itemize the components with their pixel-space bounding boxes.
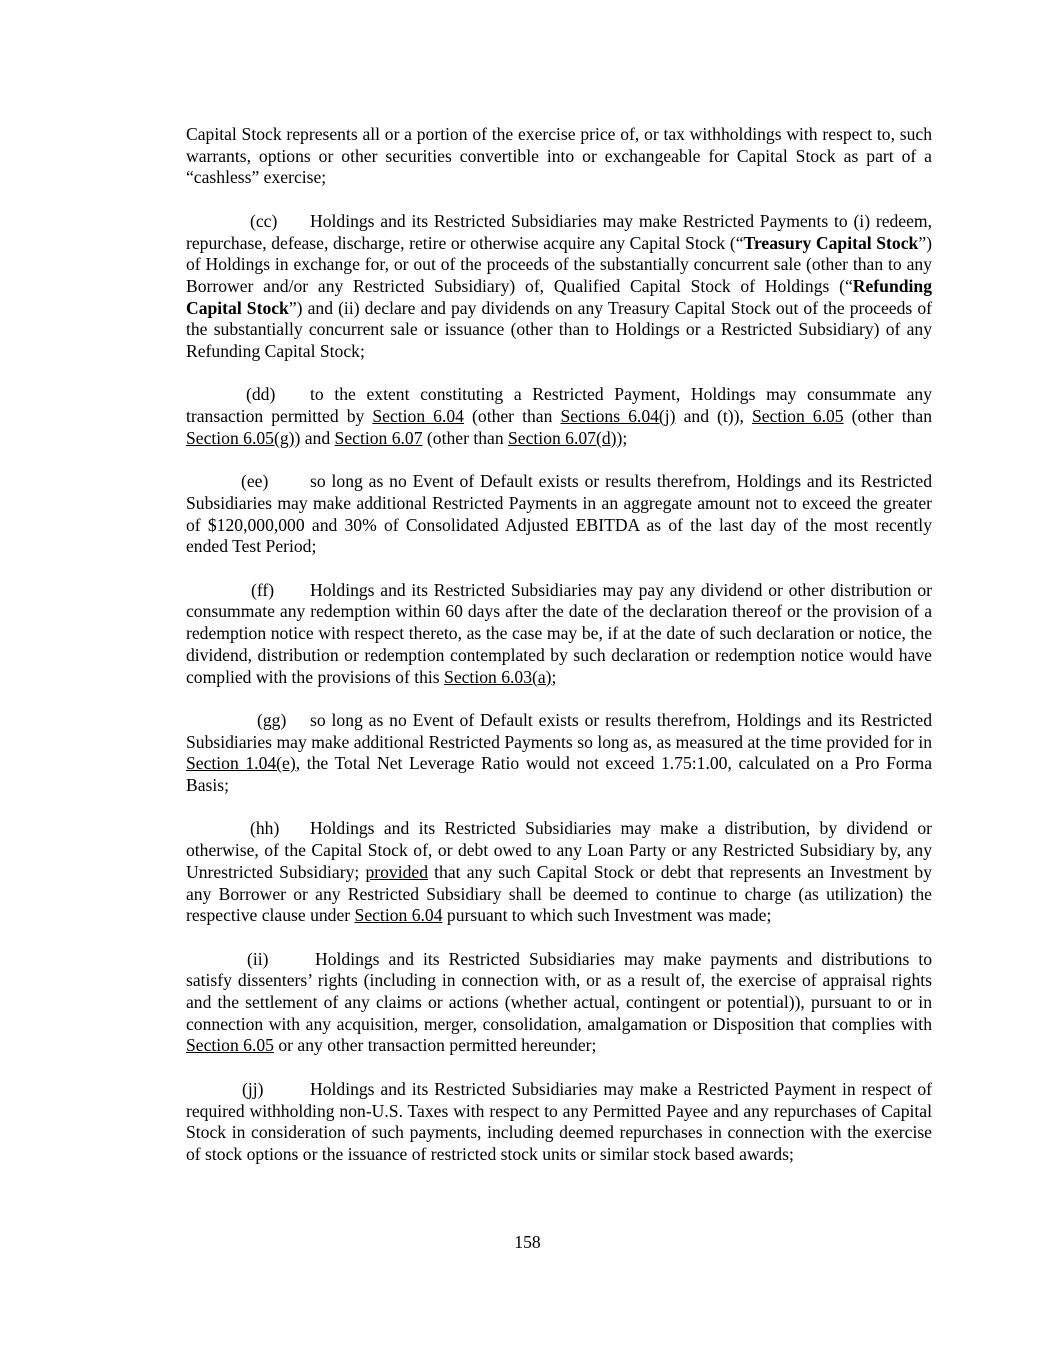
clause-jj-text: Holdings and its Restricted Subsidiaries may make a Restricted Payment in respect of required withholding non-U.S. Taxes with respect to any Permitted Payee and any repurchases of Capital Stock in consideration of such payments, including deemed repurchases in connection with the exercise of stock options or the issuance of restricted stock units or similar stock based awards; (186, 1078, 932, 1164)
clause-ii-label: (ii) (247, 948, 269, 969)
section-reference: Sections 6.04(j) (560, 406, 676, 427)
section-reference: Section 6.03(a) (444, 666, 552, 687)
clause-cc-text: ”) of Holdings in exchange for, or out of the proceeds of the substantially concurrent sale (other than to any Borrower and/or any Restricted Subsidiary) of, Qualified Capital Stock of Holdings (“ (186, 232, 932, 296)
section-reference: Section 6.05 (186, 1035, 274, 1056)
clause-gg-label: (gg) (257, 709, 287, 730)
clause-hh-text: that any such Capital Stock or debt that represents an Investment by any Borrower or any Restricted Subsidiary shall be deemed to continue to charge (as utilization) the respective clause under (186, 861, 932, 926)
section-reference: Section 6.07(d) (508, 427, 617, 448)
defined-term-treasury-capital-stock: Treasury Capital Stock (743, 232, 919, 253)
clause-cc-text: ”) and (ii) declare and pay dividends on any Treasury Capital Stock out of the proceeds of the substantially concurrent sale or issuance (other than to Holdings or a Restricted Subsidiary) of any Refunding Capital Stock; (186, 297, 932, 362)
clause-dd-text: to the extent constituting a Restricted Payment, Holdings may consummate any transaction permitted by (186, 384, 932, 427)
section-reference: Section 1.04(e) (186, 753, 296, 774)
paragraph-intro-text: Capital Stock represents all or a portion of the exercise price of, or tax withholdings with respect to, such warrants, options or other securities convertible into or exchangeable for Capital Stock as part of a “cashless” exercise; (186, 124, 932, 188)
clause-hh-label: (hh) (250, 818, 280, 839)
clause-ii-text: or any other transaction permitted hereunder; (273, 1035, 597, 1056)
clause-gg-text: , the Total Net Leverage Ratio would not exceed 1.75:1.00, calculated on a Pro Forma Basis; (186, 753, 933, 796)
clause-ff (186, 580, 932, 689)
section-reference: Section 6.07 (334, 427, 423, 448)
clause-dd (186, 384, 932, 449)
clause-ff-label: (ff) (251, 579, 275, 600)
defined-term-refunding-capital-stock: Refunding Capital Stock (186, 275, 932, 318)
proviso-term: provided (365, 861, 428, 882)
clause-cc-label: (cc) (250, 210, 278, 231)
clause-hh (186, 818, 932, 927)
document-page (186, 124, 932, 1187)
clause-ii-text: Holdings and its Restricted Subsidiaries may make payments and distributions to satisfy dissenters’ rights (including in connection with, or as a result of, the exercise of appraisal rights and the settlement of any claims or actions (whether actual, contingent or potential)), pursuant to or in connection with any acquisition, merger, consolidation, amalgamation or Disposition that complies with (186, 948, 932, 1034)
clause-dd-text: and (t)), (675, 406, 752, 427)
clause-ee (186, 471, 932, 558)
section-reference: Section 6.05(g) (186, 427, 295, 448)
section-reference: Section 6.04 (372, 406, 464, 427)
clause-ee-label: (ee) (241, 471, 269, 492)
clause-ee-text: so long as no Event of Default exists or results therefrom, Holdings and its Restricted Subsidiaries may make additional Restricted Payments in an aggregate amount not to exceed the greater of $120,000,000 and 30% of Consolidated Adjusted EBITDA as of the last day of the most recently ended Test Period; (186, 471, 932, 557)
clause-dd-text: ) and (294, 427, 335, 448)
clause-ff-text: Holdings and its Restricted Subsidiaries may pay any dividend or other distribution or consummate any redemption within 60 days after the date of the declaration thereof or the provision of a redemption notice with respect thereto, as the case may be, if at the date of such declaration or notice, the dividend, distribution or redemption contemplated by such declaration or redemption notice would have complied with the provisions of this (186, 579, 932, 687)
clause-dd-label: (dd) (246, 384, 276, 405)
clause-dd-text: (other than (422, 427, 509, 448)
section-reference: Section 6.04 (354, 905, 443, 926)
clause-gg (186, 710, 932, 797)
clause-cc-text: Holdings and its Restricted Subsidiaries may make Restricted Payments to (i) redeem, repurchase, defease, discharge, retire or otherwise acquire any Capital Stock (“ (186, 210, 932, 253)
section-reference: Section 6.05 (751, 406, 844, 427)
clause-dd-text: (other than (463, 406, 561, 427)
clause-cc (186, 211, 932, 363)
clause-dd-text: (other than (843, 406, 932, 427)
clause-hh-text: Holdings and its Restricted Subsidiaries may make a distribution, by dividend or otherwise, of the Capital Stock of, or debt owed to any Loan Party or any Restricted Subsidiary by, any Unrestricted Subsidiary; (186, 818, 932, 882)
clause-gg-text: so long as no Event of Default exists or results therefrom, Holdings and its Restricted Subsidiaries may make additional Restricted Payments so long as, as measured at the time provided for in (186, 709, 932, 752)
page-number: 158 (514, 1232, 541, 1252)
paragraph-intro (186, 124, 932, 189)
clause-jj (186, 1079, 932, 1166)
clause-ff-text: ; (551, 666, 557, 687)
clause-dd-text: ); (616, 427, 628, 448)
clause-ii (186, 949, 932, 1058)
clause-jj-label: (jj) (242, 1078, 264, 1099)
clause-hh-text: pursuant to which such Investment was made; (442, 905, 772, 926)
